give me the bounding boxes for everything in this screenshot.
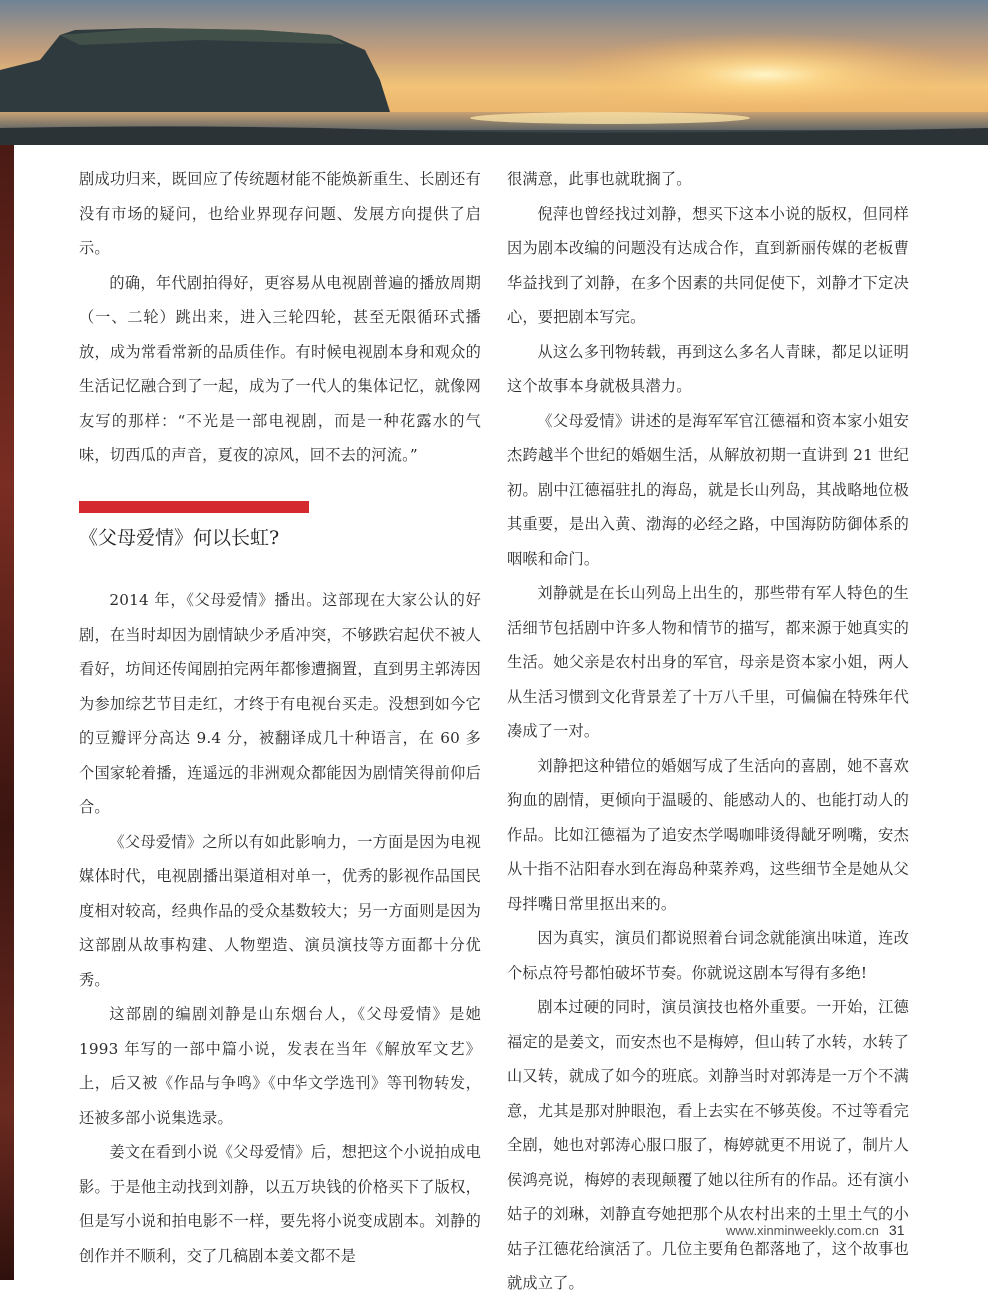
seascape-illustration	[0, 0, 988, 145]
section-heading: 《父母爱情》何以长虹?	[79, 527, 280, 549]
website-url: www.xinminweekly.com.cn	[726, 1223, 879, 1238]
left-column-top	[79, 162, 481, 473]
paragraph: 剧本过硬的同时，演员演技也格外重要。一开始，江德福定的是姜文，而安杰也不是梅婷，但山转了水转，水转了山又转，就成了如今的班底。刘静当时对郭涛是一万个不满意，尤其是那对肿眼泡，看上去实在不够英俊。不过等看完全剧，她也对郭涛心服口服了，梅婷就更不用说了，制片人侯鸿亮说，梅婷的表现颠覆了她以往所有的作品。还有演小姑子的刘琳，刘静直夸她把那个从农村出来的土里土气的小姑子江德花给演活了。几位主要角色都落地了，这个故事也就成立了。	[507, 998, 909, 1292]
paragraph: 剧成功归来，既回应了传统题材能不能焕新重生、长剧还有没有市场的疑问，也给业界现存问题、发展方向提供了启示。	[79, 170, 481, 257]
section-accent-bar	[79, 501, 309, 513]
paragraph: 刘静就是在长山列岛上出生的，那些带有军人特色的生活细节包括剧中许多人物和情节的描写，都来源于她真实的生活。她父亲是农村出身的军官，母亲是资本家小姐，两人从生活习惯到文化背景差了十万八千里，可偏偏在特殊年代凑成了一对。	[507, 584, 909, 740]
paragraph: 姜文在看到小说《父母爱情》后，想把这个小说拍成电影。于是他主动找到刘静，以五万块钱的价格买下了版权，但是写小说和拍电影不一样，要先将小说变成剧本。刘静的创作并不顺利，交了几稿剧本姜文都不是	[79, 1143, 481, 1265]
paragraph: 从这么多刊物转载，再到这么多名人青睐，都足以证明这个故事本身就极具潜力。	[507, 342, 909, 395]
page-footer	[726, 1222, 905, 1238]
right-column	[507, 162, 909, 1301]
left-edge-photo-strip	[0, 145, 14, 1280]
paragraph: 倪萍也曾经找过刘静，想买下这本小说的版权，但同样因为剧本改编的问题没有达成合作，直到新丽传媒的老板曹华益找到了刘静，在多个因素的共同促使下，刘静才下定决心，要把剧本写完。	[507, 204, 909, 326]
left-column-lower	[79, 583, 481, 1273]
paragraph: 的确，年代剧拍得好，更容易从电视剧普遍的播放周期（一、二轮）跳出来，进入三轮四轮，甚至无限循环式播放，成为常看常新的品质佳作。有时候电视剧本身和观众的生活记忆融合到了一起，成为了一代人的集体记忆，就像网友写的那样：“不光是一部电视剧，而是一种花露水的气味，切西瓜的声音，夏夜的凉风，回不去的河流。”	[79, 273, 481, 464]
paragraph: 刘静把这种错位的婚姻写成了生活向的喜剧，她不喜欢狗血的剧情，更倾向于温暖的、能感动人的、也能打动人的作品。比如江德福为了追安杰学喝咖啡烫得龇牙咧嘴，安杰从十指不沾阳春水到在海岛种菜养鸡，这些细节全是她从父母拌嘴日常里抠出来的。	[507, 756, 909, 913]
header-photo	[0, 0, 988, 145]
paragraph: 《父母爱情》讲述的是海军军官江德福和资本家小姐安杰跨越半个世纪的婚姻生活，从解放初期一直讲到 21 世纪初。剧中江德福驻扎的海岛，就是长山列岛，其战略地位极其重要，是出入黄、渤海的必经之路，中国海防防御体系的咽喉和命门。	[507, 411, 909, 568]
paragraph: 《父母爱情》之所以有如此影响力，一方面是因为电视媒体时代，电视剧播出渠道相对单一，优秀的影视作品国民度相对较高，经典作品的受众基数较大；另一方面则是因为这部剧从故事构建、人物塑造、演员演技等方面都十分优秀。	[79, 832, 481, 989]
paragraph: 很满意，此事也就耽搁了。	[507, 170, 692, 188]
paragraph: 2014 年，《父母爱情》播出。这部现在大家公认的好剧，在当时却因为剧情缺少矛盾冲突，不够跌宕起伏不被人看好，坊间还传闻剧拍完两年都惨遭搁置，直到男主郭涛因为参加综艺节目走红，才终于有电视台买走。没想到如今它的豆瓣评分高达 9.4 分，被翻译成几十种语言，在 60 多个国家轮着播，连遥远的非洲观众都能因为剧情笑得前仰后合。	[79, 591, 481, 816]
page-number: 31	[888, 1222, 905, 1238]
paragraph: 这部剧的编剧刘静是山东烟台人，《父母爱情》是她 1993 年写的一部中篇小说，发表在当年《解放军文艺》上，后又被《作品与争鸣》《中华文学选刊》等刊物转发，还被多部小说集选录。	[79, 1005, 481, 1127]
paragraph: 因为真实，演员们都说照着台词念就能演出味道，连改个标点符号都怕破坏节奏。你就说这剧本写得有多绝!	[507, 929, 909, 982]
